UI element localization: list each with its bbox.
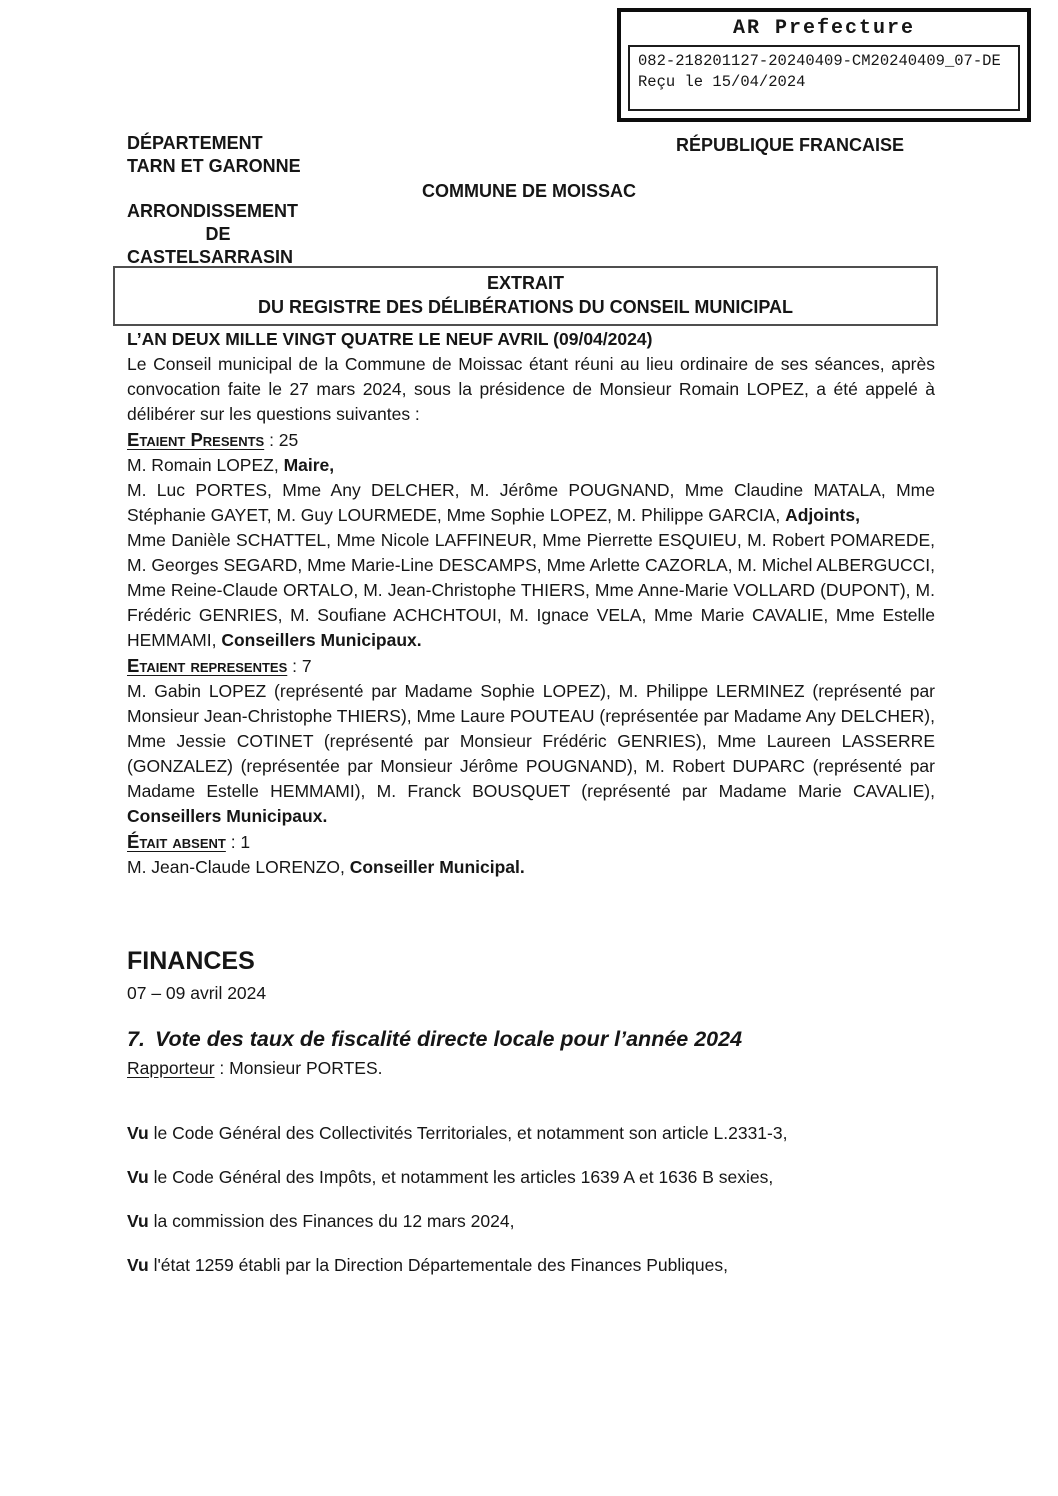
presents-label: Etaient Presents xyxy=(127,429,265,450)
rapporteur-value: : Monsieur PORTES. xyxy=(214,1058,383,1078)
vu-item-4 xyxy=(127,1252,935,1279)
vu-block xyxy=(127,1120,935,1296)
represented-count: : 7 xyxy=(287,656,312,676)
conseillers-names: Mme Danièle SCHATTEL, Mme Nicole LAFFINEUR, Mme Pierrette ESQUIEU, M. Robert POMAREDE, M. Georges SEGARD, Mme Marie-Line DESCAMPS, Mme Arlette CAZORLA, M. Michel ALBERGUCCI, Mme Reine-Claude ORTALO, M. Jean-Christophe THIERS, Mme Anne-Marie VOLLARD (DUPONT), M. Frédéric GENRIES, M. Soufiane ACHCHTOUI, M. Ignace VELA, Mme Marie CAVALIE, Mme Estelle HEMMAMI, xyxy=(127,530,935,650)
vu-prefix: Vu xyxy=(127,1255,149,1275)
session-date-line: L’AN DEUX MILLE VINGT QUATRE LE NEUF AVRIL (09/04/2024) xyxy=(127,329,653,349)
vu-text: le Code Général des Impôts, et notamment les articles 1639 A et 1636 B sexies, xyxy=(148,1167,774,1187)
presents-heading xyxy=(127,427,935,453)
stamp-received-date: Reçu le 15/04/2024 xyxy=(638,73,806,91)
vu-text: l'état 1259 établi par la Direction Départementale des Finances Publiques, xyxy=(148,1255,728,1275)
stamp-code: 082-218201127-20240409-CM20240409_07-DE xyxy=(638,52,1001,70)
agenda-item-text: Vote des taux de fiscalité directe locale pour l’année 2024 xyxy=(154,1027,743,1051)
vu-text: le Code Général des Collectivités Territoriales, et notamment son article L.2331-3, xyxy=(148,1123,788,1143)
absent-name: M. Jean-Claude LORENZO, xyxy=(127,857,350,877)
represented-paragraph xyxy=(127,679,935,829)
commune-title: COMMUNE DE MOISSAC xyxy=(421,181,636,201)
mayor-line xyxy=(127,453,935,478)
adjoints-role: Adjoints, xyxy=(785,505,860,525)
presents-count: : 25 xyxy=(264,430,299,450)
stamp-inner-box xyxy=(628,45,1020,111)
represented-label: Etaient representes xyxy=(127,655,288,676)
extrait-line1: EXTRAIT xyxy=(486,273,564,293)
vu-prefix: Vu xyxy=(127,1123,149,1143)
finances-date-range: 07 – 09 avril 2024 xyxy=(127,983,267,1003)
finances-section-title: FINANCES xyxy=(127,947,255,975)
vu-item-1 xyxy=(127,1120,935,1147)
agenda-item-number: 7. xyxy=(127,1027,145,1051)
vu-prefix: Vu xyxy=(127,1167,149,1187)
represented-heading xyxy=(127,653,935,679)
arrondissement-de: DE xyxy=(205,224,231,244)
adjoints-names: M. Luc PORTES, Mme Any DELCHER, M. Jérôme POUGNAND, Mme Claudine MATALA, Mme Stéphanie GAYET, M. Guy LOURMEDE, Mme Sophie LOPEZ, M. Philippe GARCIA, xyxy=(127,480,935,525)
extrait-title-box xyxy=(113,266,938,326)
vu-item-3 xyxy=(127,1208,935,1235)
vu-item-2 xyxy=(127,1164,935,1191)
arrondissement-label: ARRONDISSEMENT xyxy=(127,201,299,221)
department-label: DÉPARTEMENT xyxy=(127,133,263,153)
mayor-role: Maire, xyxy=(283,455,335,475)
rapporteur-label: Rapporteur xyxy=(127,1058,215,1078)
absent-line xyxy=(127,855,935,880)
absent-heading xyxy=(127,829,935,855)
arrondissement-name: CASTELSARRASIN xyxy=(127,247,294,267)
stamp-title: AR Prefecture xyxy=(732,17,916,40)
represented-role: Conseillers Municipaux. xyxy=(127,806,328,826)
agenda-item-title xyxy=(127,1027,935,1052)
vu-prefix: Vu xyxy=(127,1211,149,1231)
absent-role: Conseiller Municipal. xyxy=(349,857,525,877)
session-intro: Le Conseil municipal de la Commune de Moissac étant réuni au lieu ordinaire de ses séances, après convocation faite le 27 mars 2024, sous la présidence de Monsieur Romain LOPEZ, a été appelé à délibérer sur les questions suivantes : xyxy=(127,354,935,424)
adjoints-paragraph xyxy=(127,478,935,528)
absent-count: : 1 xyxy=(225,832,251,852)
mayor-name: M. Romain LOPEZ, xyxy=(127,455,284,475)
absent-label: Était absent xyxy=(127,831,226,852)
rapporteur-line xyxy=(127,1058,935,1079)
department-name: TARN ET GARONNE xyxy=(127,156,301,176)
represented-names: M. Gabin LOPEZ (représenté par Madame Sophie LOPEZ), M. Philippe LERMINEZ (représenté par Monsieur Jean-Christophe THIERS), Mme Laure POUTEAU (représentée par Madame Any DELCHER), Mme Jessie COTINET (représenté par Monsieur Frédéric GENRIES), Mme Laureen LASSERRE (GONZALEZ) (représentée par Monsieur Jérôme POUGNAND), M. Robert DUPARC (représenté par Madame Estelle HEMMAMI), M. Franck BOUSQUET (représenté par Madame Marie CAVALIE), xyxy=(127,681,935,801)
finances-section xyxy=(127,947,935,1079)
deliberation-body xyxy=(127,327,935,880)
ar-prefecture-stamp xyxy=(617,8,1031,122)
extrait-line2: DU REGISTRE DES DÉLIBÉRATIONS DU CONSEIL MUNICIPAL xyxy=(257,297,794,317)
conseillers-role: Conseillers Municipaux. xyxy=(221,630,422,650)
vu-text: la commission des Finances du 12 mars 2024, xyxy=(148,1211,515,1231)
republic-title: RÉPUBLIQUE FRANCAISE xyxy=(676,135,905,155)
conseillers-paragraph xyxy=(127,528,935,653)
